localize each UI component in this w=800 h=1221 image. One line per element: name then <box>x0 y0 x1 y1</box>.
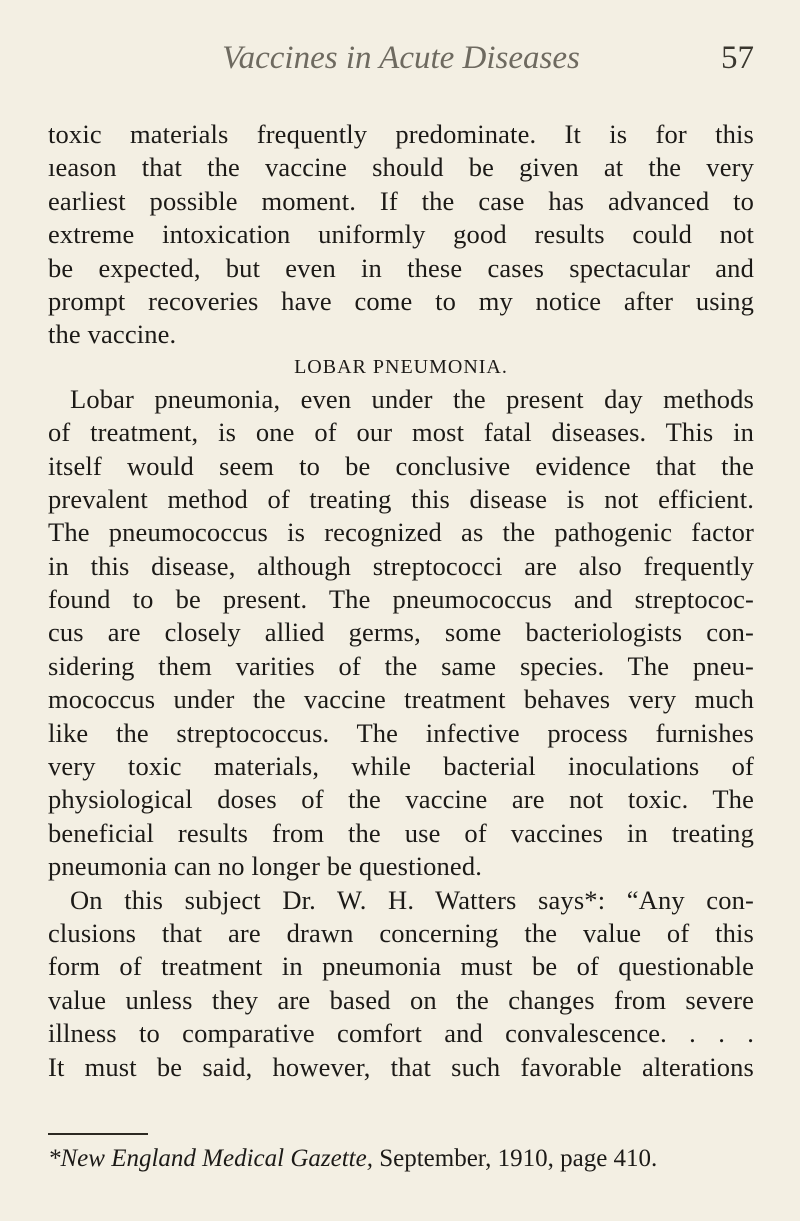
text-line: physiological doses of the vaccine are not toxic. The <box>48 784 754 815</box>
text-line: It must be said, however, that such favorable alterations <box>48 1051 754 1082</box>
text-line: ıeason that the vaccine should be given at the very <box>48 152 754 183</box>
text-line: Lobar pneumonia, even under the present day methods <box>70 383 754 414</box>
body-text <box>48 118 754 1084</box>
text-line: in this disease, although streptococci are also frequently <box>48 550 754 581</box>
text-line: prompt recoveries have come to my notice after using <box>48 285 754 316</box>
text-line: prevalent method of treating this disease is not efficient. <box>48 483 754 514</box>
text-line: toxic materials frequently predominate. It is for this <box>48 119 754 149</box>
text-line: value unless they are based on the changes from severe <box>48 984 754 1015</box>
footnote-details: September, 1910, page 410. <box>372 1145 658 1172</box>
section-heading: LOBAR PNEUMONIA. <box>294 355 508 378</box>
text-line: be expected, but even in these cases spectacular and <box>48 252 754 283</box>
text-line: very toxic materials, while bacterial inoculations of <box>48 751 754 782</box>
text-line: found to be present. The pneumococcus and streptococ- <box>48 584 754 615</box>
text-line: form of treatment in pneumonia must be of questionable <box>48 951 754 982</box>
text-line: sidering them varities of the same species. The pneu- <box>48 650 754 681</box>
text-line: On this subject Dr. W. H. Watters says*: “Any con- <box>70 884 754 915</box>
text-line: beneficial results from the use of vaccines in treating <box>48 817 754 848</box>
footnote-source: New England Medical Gazette, <box>60 1145 373 1172</box>
text-line: mococcus under the vaccine treatment behaves very much <box>48 684 754 715</box>
text-line: the vaccine. <box>48 319 177 350</box>
footnote-rule <box>48 1133 148 1135</box>
running-title: Vaccines in Acute Diseases <box>222 40 580 76</box>
footnote <box>48 1142 754 1176</box>
text-line: extreme intoxication uniformly good results could not <box>48 219 754 250</box>
text-line: of treatment, is one of our most fatal diseases. This in <box>48 417 754 448</box>
text-line: like the streptococcus. The infective process furnishes <box>48 717 754 748</box>
text-line: pneumonia can no longer be questioned. <box>48 851 482 882</box>
text-line: earliest possible moment. If the case has advanced to <box>48 185 754 216</box>
text-line: cus are closely allied germs, some bacteriologists con- <box>48 617 754 648</box>
text-line: clusions that are drawn concerning the value of this <box>48 917 754 948</box>
text-line: The pneumococcus is recognized as the pathogenic factor <box>48 517 754 548</box>
running-head <box>48 40 754 80</box>
footnote-marker: * <box>48 1145 61 1172</box>
text-line: illness to comparative comfort and convalescence. . . . <box>48 1018 754 1049</box>
page-number: 57 <box>721 40 754 76</box>
text-line: itself would seem to be conclusive evidence that the <box>48 450 754 481</box>
